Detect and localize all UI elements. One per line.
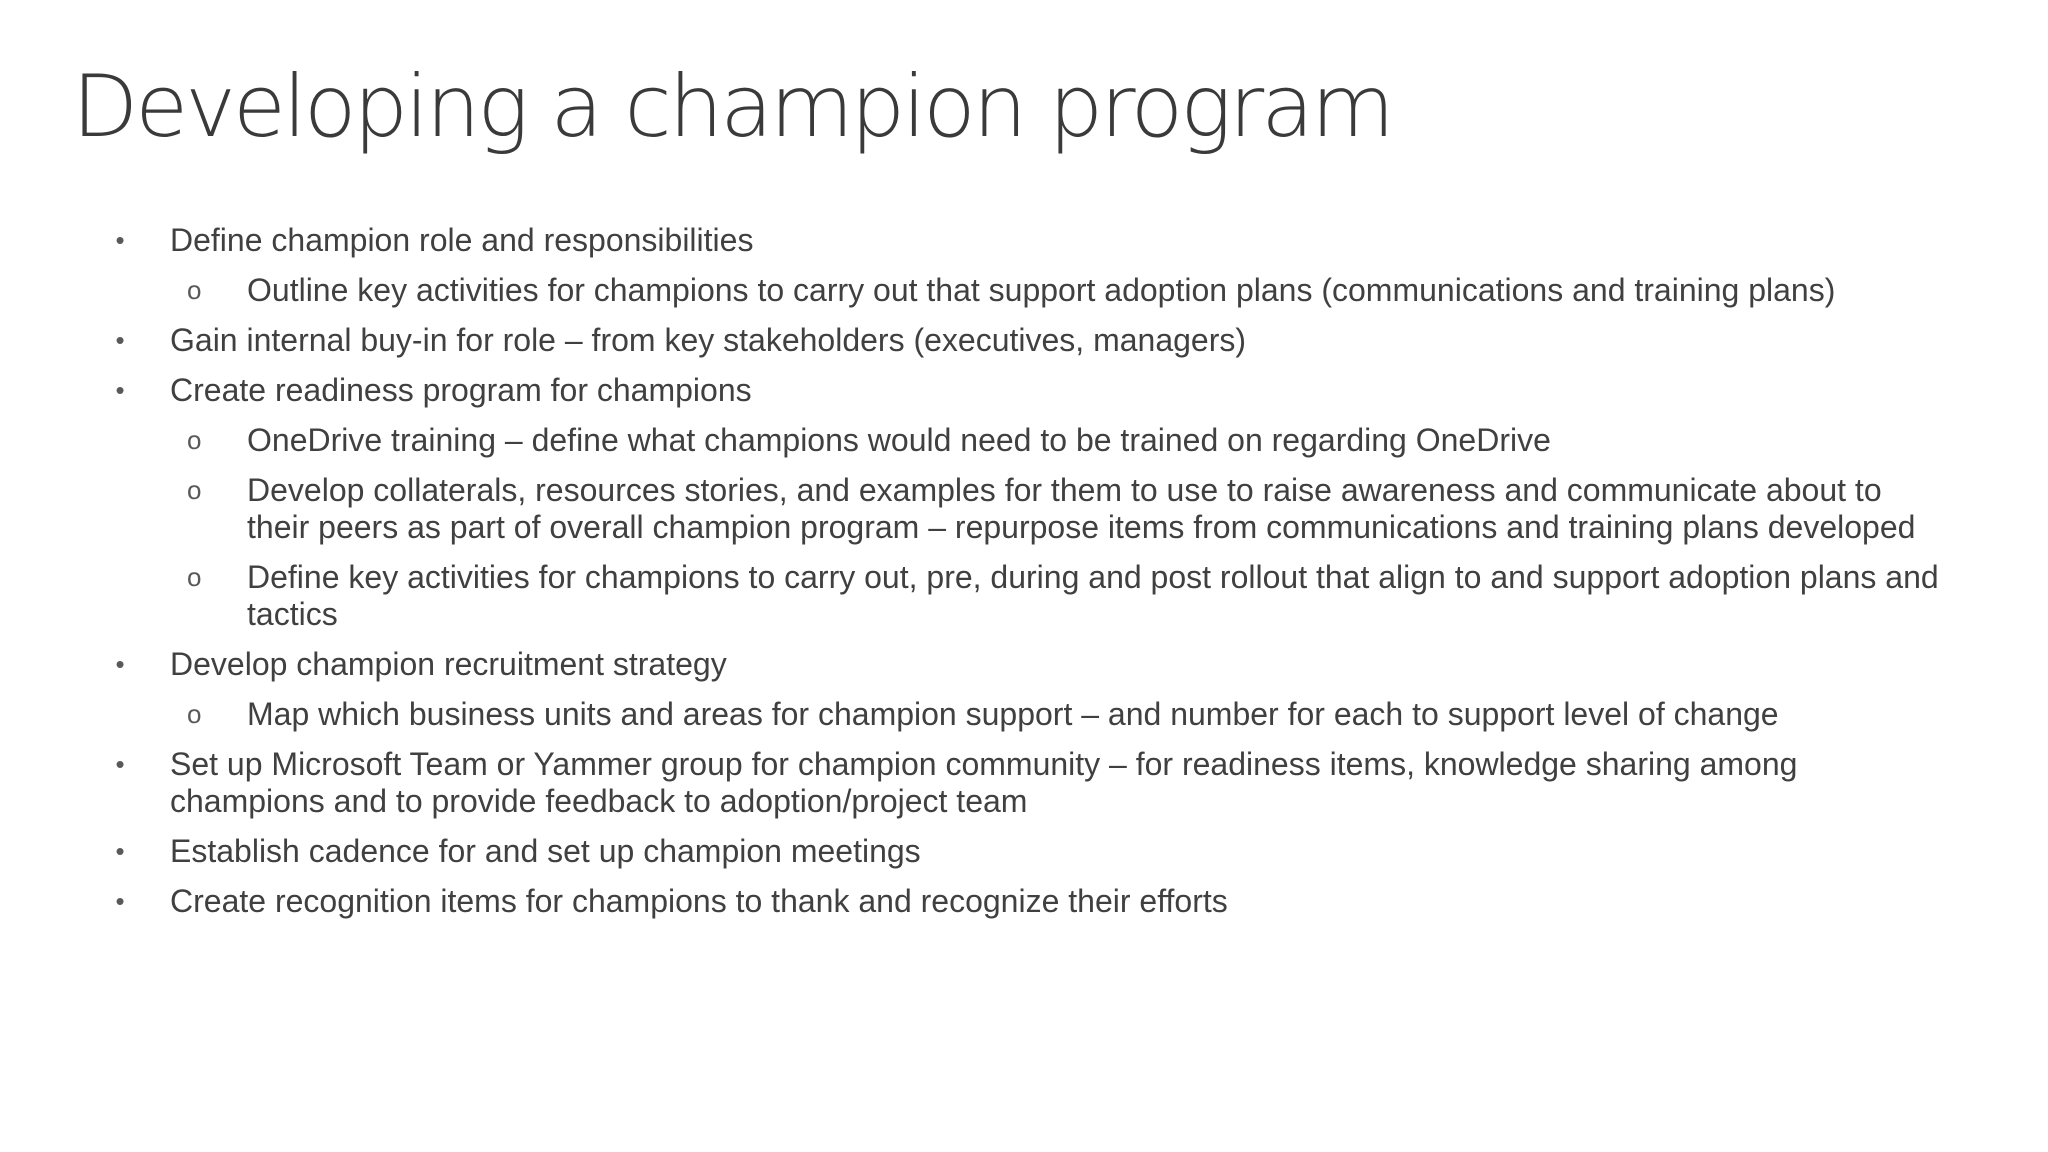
bullet-item-6 bbox=[110, 833, 1940, 870]
bullet-text: Create readiness program for champions bbox=[170, 372, 752, 408]
bullet-list bbox=[110, 222, 1940, 920]
bullet-marker: • bbox=[115, 836, 125, 866]
sub-marker: o bbox=[187, 475, 202, 505]
sub-list bbox=[170, 422, 1940, 633]
bullet-marker: • bbox=[115, 225, 125, 255]
bullet-marker: • bbox=[115, 649, 125, 679]
sub-marker: o bbox=[187, 699, 202, 729]
bullet-item-4 bbox=[110, 646, 1940, 733]
bullet-text: Define champion role and responsibilities bbox=[170, 222, 754, 258]
bullet-item-2 bbox=[110, 322, 1940, 359]
bullet-text: Set up Microsoft Team or Yammer group for champion community – for readiness items, knowledge sharing among champions and to provide feedback to adoption/project team bbox=[170, 746, 1798, 819]
slide-title: Developing a champion program bbox=[72, 57, 1392, 157]
bullet-text: Gain internal buy-in for role – from key stakeholders (executives, managers) bbox=[170, 322, 1247, 358]
bullet-item-1 bbox=[110, 222, 1940, 309]
bullet-item-3 bbox=[110, 372, 1940, 633]
bullet-item-5 bbox=[110, 746, 1940, 820]
bullet-item-7 bbox=[110, 883, 1940, 920]
bullet-text: Develop champion recruitment strategy bbox=[170, 646, 727, 682]
sub-text: Map which business units and areas for champion support – and number for each to support level of change bbox=[247, 696, 1779, 732]
sub-item bbox=[110, 472, 1940, 546]
bullet-marker: • bbox=[115, 325, 125, 355]
bullet-text: Establish cadence for and set up champion meetings bbox=[170, 833, 921, 869]
sub-text: Define key activities for champions to carry out, pre, during and post rollout that align to and support adoption plans and tactics bbox=[247, 559, 1939, 632]
sub-marker: o bbox=[187, 275, 202, 305]
sub-marker: o bbox=[187, 562, 202, 592]
sub-list bbox=[170, 696, 1940, 733]
sub-text: Develop collaterals, resources stories, and examples for them to use to raise awareness and communicate about to their peers as part of overall champion program – repurpose items from communications and training plans developed bbox=[247, 472, 1916, 545]
sub-item bbox=[110, 272, 1940, 309]
bullet-text: Create recognition items for champions to thank and recognize their efforts bbox=[170, 883, 1228, 919]
slide-body bbox=[110, 222, 1940, 933]
bullet-marker: • bbox=[115, 749, 125, 779]
sub-list bbox=[170, 272, 1940, 309]
sub-text: Outline key activities for champions to carry out that support adoption plans (communications and training plans) bbox=[247, 272, 1836, 308]
bullet-marker: • bbox=[115, 375, 125, 405]
sub-item bbox=[110, 559, 1940, 633]
sub-text: OneDrive training – define what champions would need to be trained on regarding OneDrive bbox=[247, 422, 1551, 458]
sub-marker: o bbox=[187, 425, 202, 455]
sub-item bbox=[110, 422, 1940, 459]
sub-item bbox=[110, 696, 1940, 733]
bullet-marker: • bbox=[115, 886, 125, 916]
